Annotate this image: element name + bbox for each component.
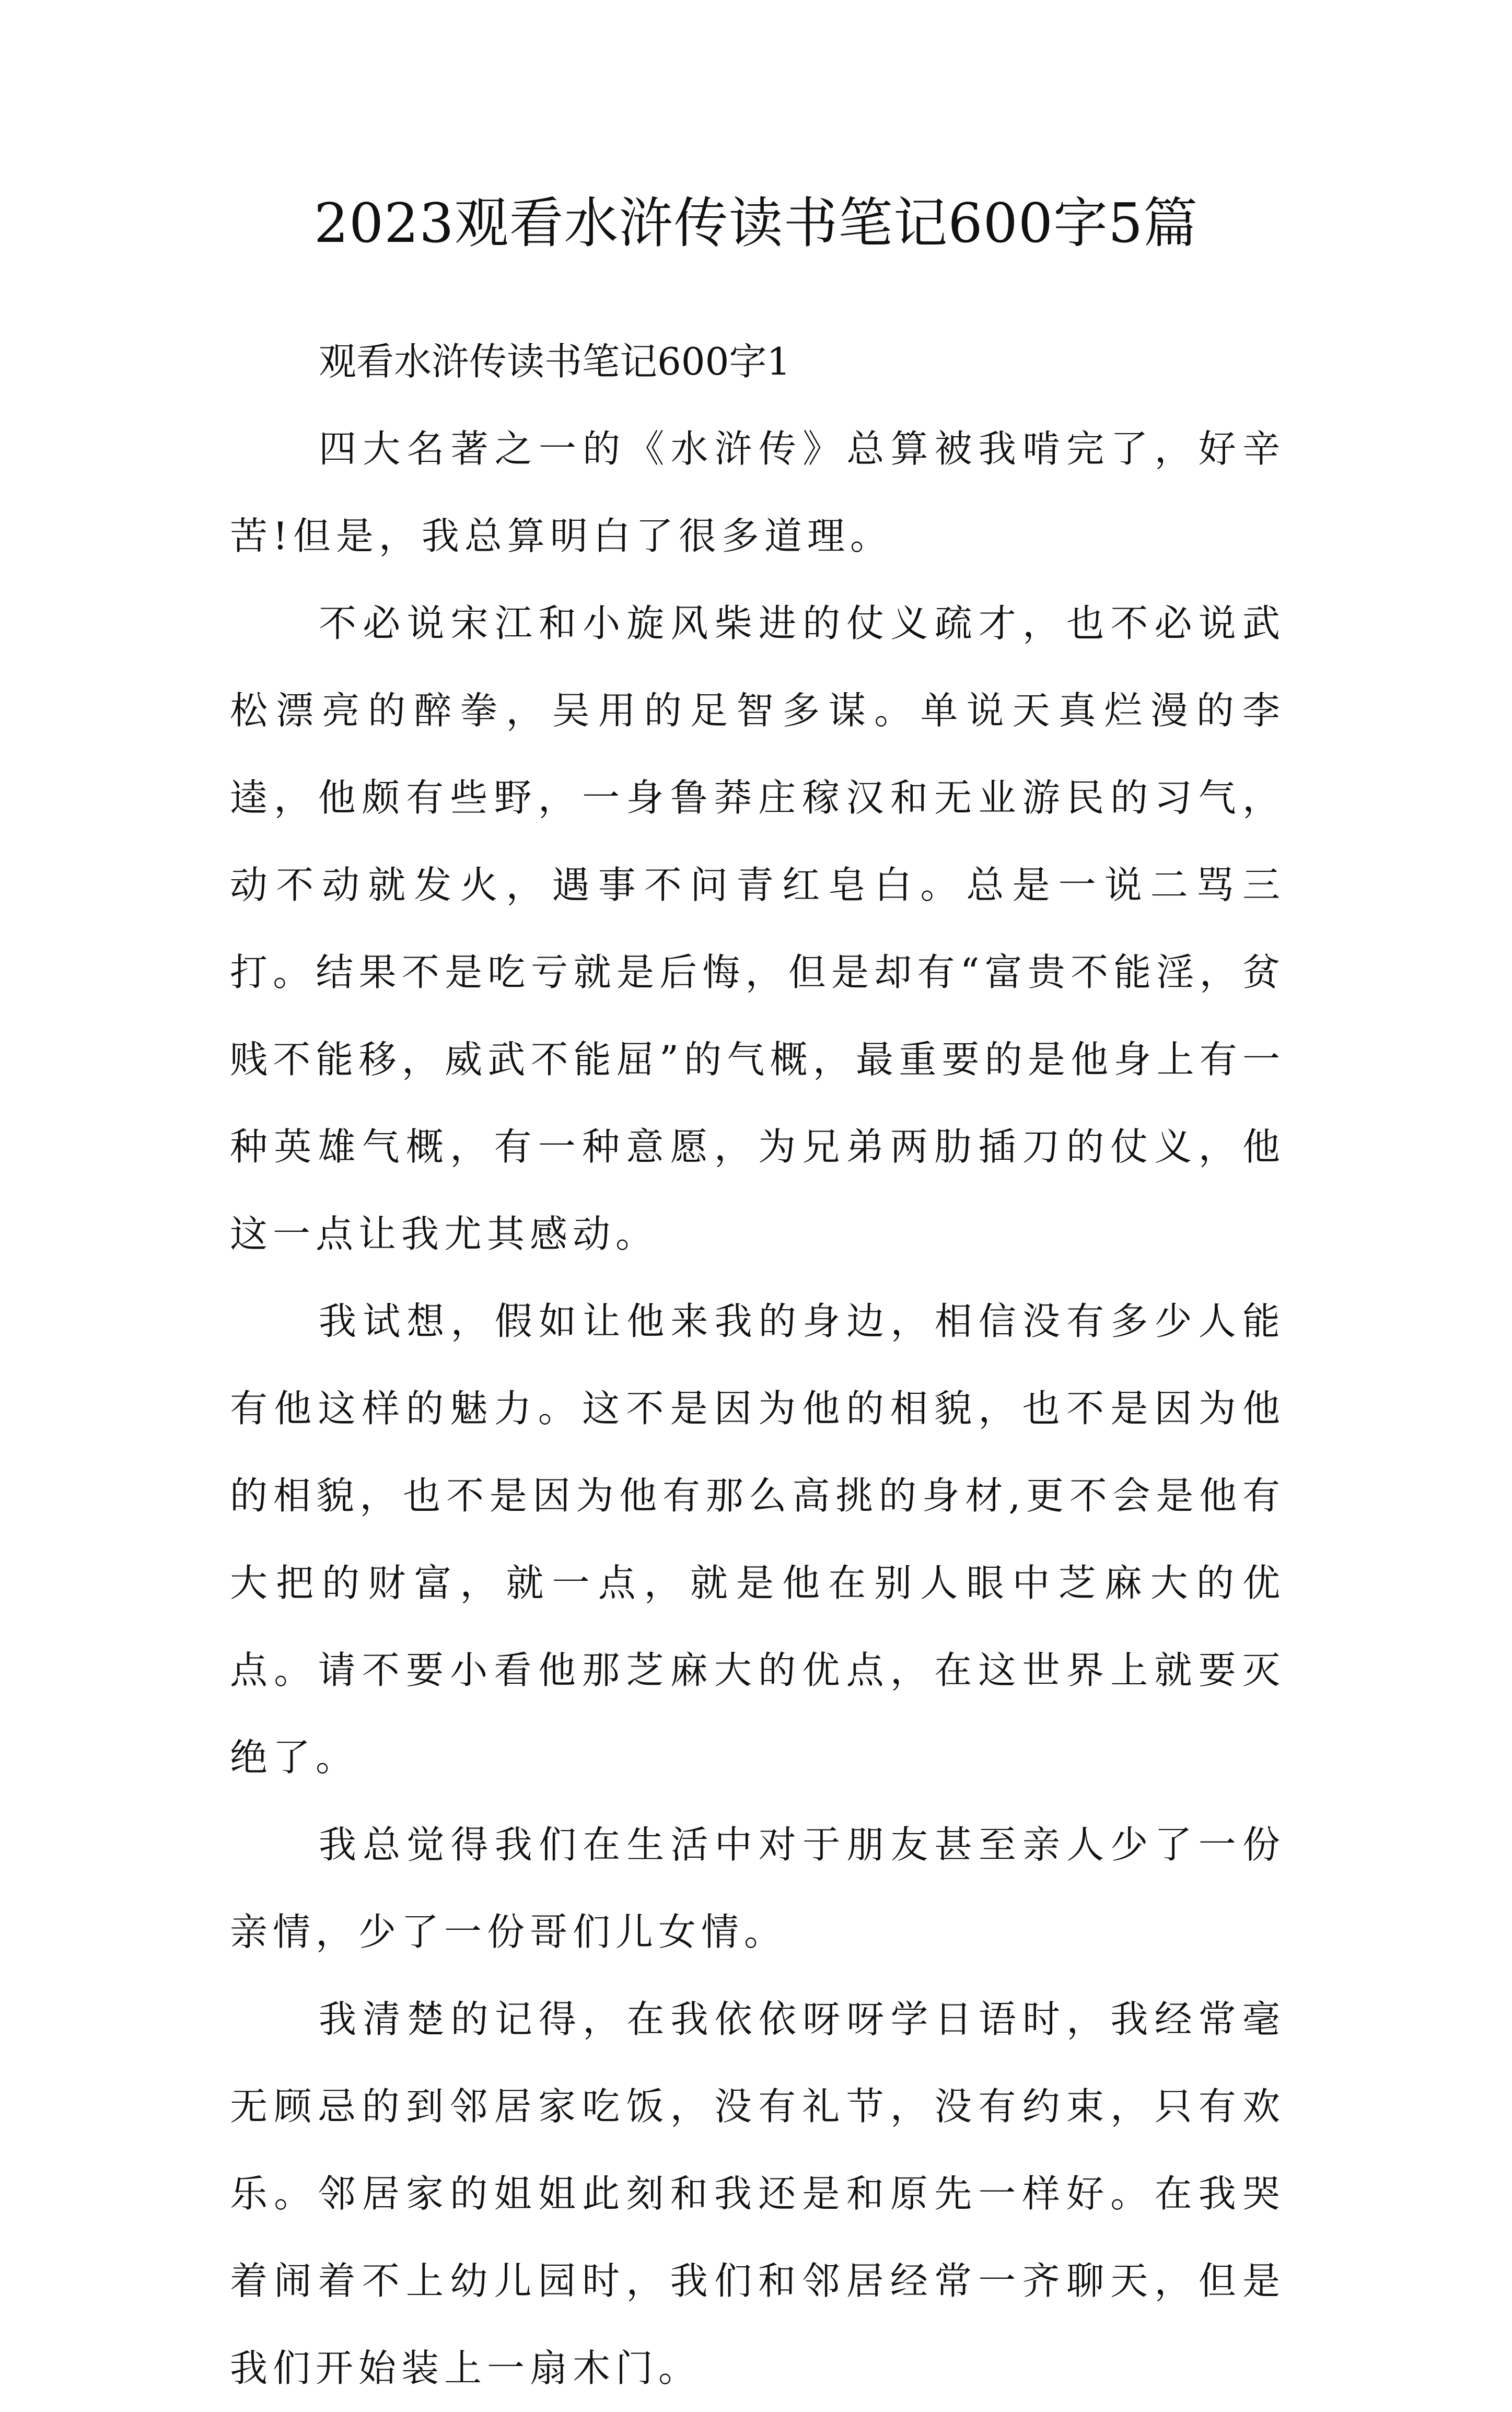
document-title: 2023观看水浒传读书笔记600字5篇 <box>313 191 1199 255</box>
paragraph: 我试想，假如让他来我的身边，相信没有多少人能有他这样的魅力。这不是因为他的相貌，也不是因为他的相貌，也不是因为他有那么高挑的身材,更不会是他有大把的财富，就一点，就是他在别人眼中芝麻大的优点。请不要小看他那芝麻大的优点，在这世界上就要灭绝了。 <box>230 1299 1285 1779</box>
paragraph: 四大名著之一的《水浒传》总算被我啃完了，好辛苦!但是，我总算明白了很多道理。 <box>230 427 1285 558</box>
section-heading: 观看水浒传读书笔记600字1 <box>319 340 791 383</box>
document-body <box>230 318 1285 2412</box>
paragraph: 我总觉得我们在生活中对于朋友甚至亲人少了一份亲情，少了一份哥们儿女情。 <box>230 1823 1285 1954</box>
paragraph: 不必说宋江和小旋风柴进的仗义疏才，也不必说武松漂亮的醉拳，吴用的足智多谋。单说天真烂漫的李逵，他颇有些野，一身鲁莽庄稼汉和无业游民的习气，动不动就发火，遇事不问青红皂白。总是一说二骂三打。结果不是吃亏就是后悔，但是却有“富贵不能淫，贫贱不能移，威武不能屈”的气概，最重要的是他身上有一种英雄气概，有一种意愿，为兄弟两肋插刀的仗义，他这一点让我尤其感动。 <box>230 601 1285 1256</box>
paragraph: 我清楚的记得，在我依依呀呀学日语时，我经常毫无顾忌的到邻居家吃饭，没有礼节，没有约束，只有欢乐。邻居家的姐姐此刻和我还是和原先一样好。在我哭着闹着不上幼儿园时，我们和邻居经常一齐聊天，但是我们开始装上一扇木门。 <box>230 1997 1285 2390</box>
